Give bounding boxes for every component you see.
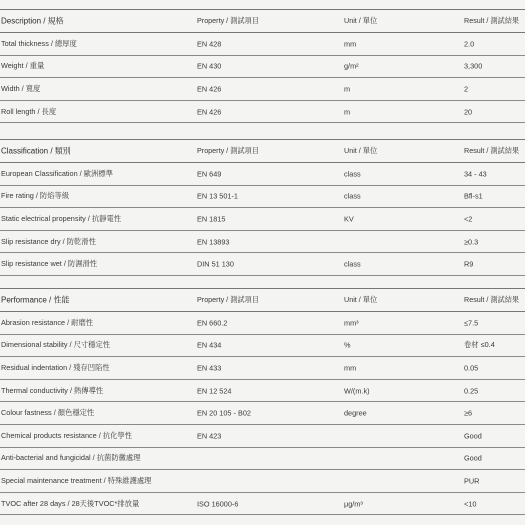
table-row: [0, 101, 525, 124]
row-unit: mm³: [344, 318, 359, 328]
row-unit: %: [344, 340, 351, 350]
table-row: [0, 78, 525, 101]
row-label: Special maintenance treatment / 特殊維護處理: [1, 475, 152, 485]
row-property: EN 649: [197, 169, 222, 179]
row-result: R9: [464, 259, 474, 269]
row-property: EN 426: [197, 107, 222, 117]
row-unit: μg/m³: [344, 499, 363, 509]
section-header: [0, 139, 525, 163]
header-result: Result / 測試結果: [464, 16, 520, 25]
row-result: Good: [464, 431, 482, 441]
row-label: Slip resistance wet / 防濕滑性: [1, 259, 98, 269]
row-result: 0.05: [464, 363, 479, 373]
table-row: [0, 448, 525, 471]
header-result: Result / 測試結果: [464, 146, 520, 155]
row-property: EN 428: [197, 39, 222, 49]
header-property: Property / 測試項目: [197, 295, 259, 304]
row-property: EN 430: [197, 61, 222, 71]
row-label: Colour fastness / 顏色穩定性: [1, 408, 95, 418]
table-row: [0, 208, 525, 231]
row-label: European Classification / 歐洲標準: [1, 168, 113, 178]
section-header: [0, 9, 525, 33]
performance-section: [0, 288, 525, 515]
header-performance: Performance / 性能: [1, 295, 70, 305]
row-property: EN 433: [197, 363, 222, 373]
row-result: 卷材 ≤0.4: [464, 340, 495, 350]
header-classification: Classification / 類別: [1, 146, 71, 156]
row-result: PUR: [464, 476, 480, 486]
header-unit: Unit / 單位: [344, 16, 378, 25]
table-row: [0, 335, 525, 358]
row-property: EN 12 524: [197, 386, 232, 396]
row-property: EN 423: [197, 431, 222, 441]
row-property: EN 1815: [197, 214, 226, 224]
table-row: [0, 380, 525, 403]
row-result: Good: [464, 453, 482, 463]
section-header: [0, 288, 525, 312]
row-property: ISO 16000-6: [197, 499, 239, 509]
row-result: ≥0.3: [464, 237, 479, 247]
row-label: Thermal conductivity / 熱傳導性: [1, 385, 104, 395]
row-unit: class: [344, 191, 361, 201]
row-unit: W/(m.k): [344, 386, 370, 396]
row-label: Dimensional stability / 尺寸穩定性: [1, 340, 111, 350]
description-section: [0, 9, 525, 123]
row-property: DIN 51 130: [197, 259, 234, 269]
header-property: Property / 測試項目: [197, 146, 259, 155]
row-unit: class: [344, 259, 361, 269]
row-unit: m: [344, 107, 351, 117]
row-label: Width / 寬度: [1, 83, 41, 93]
row-label: Residual indentation / 殘存凹陷性: [1, 362, 110, 372]
classification-section: [0, 139, 525, 276]
row-unit: KV: [344, 214, 354, 224]
header-property: Property / 測試項目: [197, 16, 259, 25]
row-result: 3,300: [464, 61, 483, 71]
row-property: EN 434: [197, 340, 222, 350]
row-property: EN 13 501-1: [197, 191, 238, 201]
table-row: [0, 163, 525, 186]
table-row: [0, 253, 525, 276]
table-row: [0, 357, 525, 380]
row-result: 20: [464, 107, 473, 117]
table-row: [0, 493, 525, 516]
header-description: Description / 規格: [1, 16, 64, 26]
table-row: [0, 231, 525, 254]
row-label: Slip resistance dry / 防乾滑性: [1, 236, 96, 246]
row-label: Anti-bacterial and fungicidal / 抗菌防黴處理: [1, 453, 141, 463]
row-result: Bfl-s1: [464, 191, 483, 201]
row-unit: degree: [344, 408, 367, 418]
row-unit: class: [344, 169, 361, 179]
row-result: ≥6: [464, 408, 473, 418]
row-property: EN 13893: [197, 237, 230, 247]
table-row: [0, 186, 525, 209]
row-unit: mm: [344, 363, 357, 373]
row-property: EN 426: [197, 84, 222, 94]
row-label: Total thickness / 總厚度: [1, 38, 77, 48]
row-unit: mm: [344, 39, 357, 49]
table-row: [0, 425, 525, 448]
table-row: [0, 402, 525, 425]
table-row: [0, 470, 525, 493]
header-unit: Unit / 單位: [344, 146, 378, 155]
row-result: <2: [464, 214, 473, 224]
row-unit: m: [344, 84, 351, 94]
row-label: Weight / 重量: [1, 61, 45, 71]
row-label: TVOC after 28 days / 28天後TVOC*排放量: [1, 498, 140, 508]
row-result: <10: [464, 499, 477, 509]
row-result: 34 - 43: [464, 169, 487, 179]
table-row: [0, 312, 525, 335]
row-unit: g/m²: [344, 61, 359, 71]
row-result: 2: [464, 84, 469, 94]
row-property: EN 660.2: [197, 318, 228, 328]
row-label: Fire rating / 防焰等級: [1, 191, 70, 201]
header-unit: Unit / 單位: [344, 295, 378, 304]
row-label: Static electrical propensity / 抗靜電性: [1, 213, 122, 223]
row-label: Chemical products resistance / 抗化學性: [1, 430, 132, 440]
row-property: EN 20 105 - B02: [197, 408, 251, 418]
header-result: Result / 測試結果: [464, 295, 520, 304]
row-label: Roll length / 長度: [1, 106, 57, 116]
row-result: 2.0: [464, 39, 475, 49]
row-result: 0.25: [464, 386, 479, 396]
table-row: [0, 56, 525, 79]
row-result: ≤7.5: [464, 318, 479, 328]
table-row: [0, 33, 525, 56]
row-label: Abrasion resistance / 耐磨性: [1, 317, 94, 327]
